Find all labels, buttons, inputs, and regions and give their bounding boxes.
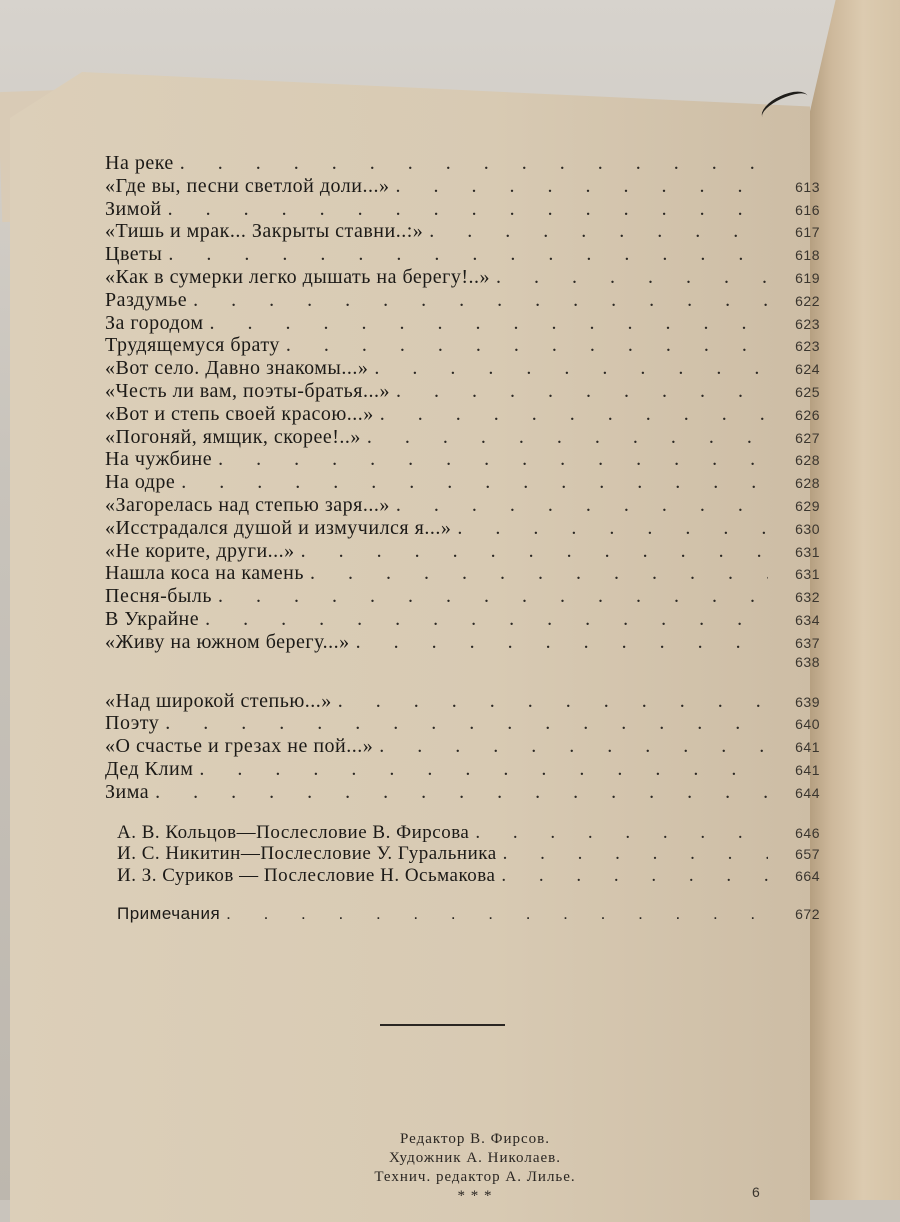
- dot-leader: [155, 781, 768, 804]
- dot-leader: [501, 865, 768, 887]
- toc-entry-page: 644: [795, 784, 820, 801]
- toc-entry-title: Раздумье: [105, 288, 188, 311]
- toc-group-afterwords: [105, 822, 820, 887]
- toc-entry-title: «Вот и степь своей красою...»: [105, 402, 374, 425]
- toc-entry: [105, 198, 820, 221]
- spacer: [105, 886, 820, 904]
- dot-leader: [218, 585, 768, 608]
- toc-entry-page: 640: [795, 716, 820, 733]
- imprint-block: [300, 1130, 650, 1206]
- toc-entry: [105, 357, 820, 380]
- dot-leader: [199, 758, 768, 781]
- toc-entry-title: На чужбине: [105, 448, 213, 471]
- dot-leader: [374, 357, 768, 380]
- toc-entry-title: Трудящемуся брату: [105, 334, 280, 357]
- dot-leader: [209, 312, 768, 335]
- toc-entry-page: 628: [795, 475, 820, 492]
- toc-entry: [117, 843, 820, 865]
- toc-entry: [105, 494, 820, 517]
- dot-leader: [301, 540, 768, 563]
- toc-entry-page: 629: [795, 497, 820, 514]
- imprint-stars: * * *: [457, 1188, 493, 1204]
- imprint-tech-editor: Технич. редактор А. Лилье.: [374, 1169, 576, 1185]
- dot-leader: [395, 175, 768, 198]
- toc-entry-title: «Исстрадался душой и измучился я...»: [105, 516, 452, 539]
- dot-leader: [168, 198, 768, 221]
- divider-rule: [380, 1024, 505, 1026]
- toc-entry-page: 619: [795, 269, 820, 286]
- toc-entry: [117, 904, 820, 927]
- toc-tail-page-row: [105, 654, 820, 668]
- toc-entry-page: 613: [795, 178, 820, 195]
- dot-leader: [226, 904, 768, 924]
- dot-leader: [165, 712, 768, 735]
- toc-entry: [105, 380, 820, 403]
- toc-entry: [105, 152, 820, 175]
- toc-group-notes: [105, 904, 820, 927]
- corner-number: 6: [752, 1184, 760, 1200]
- toc-entry-title: Поэту: [105, 712, 160, 735]
- spacer: [105, 804, 820, 822]
- dot-leader: [380, 403, 768, 426]
- toc-entry: [105, 585, 820, 608]
- dot-leader: [205, 608, 768, 631]
- toc-entry-title: На реке: [105, 152, 174, 174]
- toc-entry: [117, 822, 820, 844]
- toc-entry-page: 641: [795, 739, 820, 756]
- toc-entry-title: Песня-быль: [105, 585, 212, 608]
- toc-entry: [105, 562, 820, 585]
- toc-entry-title: И. З. Суриков — Послесловие Н. Осьмакова: [117, 864, 496, 886]
- toc-entry-title: «Не корите, други...»: [105, 539, 295, 562]
- toc-tail-page: 638: [795, 653, 820, 670]
- toc-group-2: [105, 690, 820, 804]
- toc-entry-title: «Загорелась над степью заря...»: [105, 493, 390, 516]
- dot-leader: [457, 517, 768, 540]
- dot-leader: [503, 843, 768, 865]
- toc-entry: [105, 631, 820, 654]
- toc-entry-page: 639: [795, 693, 820, 710]
- toc-entry-title: Примечания: [117, 904, 221, 924]
- toc-entry-page: 625: [795, 383, 820, 400]
- dot-leader: [310, 562, 768, 585]
- toc-entry-page: 664: [795, 867, 820, 884]
- toc-entry-title: Дед Клим: [105, 757, 194, 780]
- toc-entry: [105, 266, 820, 289]
- imprint-artist: Художник А. Николаев.: [389, 1150, 561, 1166]
- toc-entry: [105, 243, 820, 266]
- toc-entry-title: За городом: [105, 311, 204, 334]
- toc-entry: [105, 403, 820, 426]
- toc-entry: [105, 690, 820, 713]
- dot-leader: [168, 243, 768, 266]
- toc-entry-page: 616: [795, 201, 820, 218]
- toc-entry-page: 623: [795, 338, 820, 355]
- toc-entry: [105, 220, 820, 243]
- table-of-contents: [105, 152, 820, 927]
- toc-entry: [105, 781, 820, 804]
- toc-entry-page: 628: [795, 452, 820, 469]
- toc-entry-title: «Где вы, песни светлой доли...»: [105, 174, 390, 197]
- toc-entry: [105, 289, 820, 312]
- toc-entry-title: «Вот село. Давно знакомы...»: [105, 357, 369, 380]
- toc-entry-title: «Над широкой степью...»: [105, 689, 332, 712]
- toc-entry-title: «Тишь и мрак... Закрыты ставни..:»: [105, 220, 424, 243]
- toc-entry: [105, 758, 820, 781]
- toc-entry-title: Зима: [105, 780, 150, 803]
- dot-leader: [181, 471, 768, 494]
- toc-entry-title: «Как в сумерки легко дышать на берегу!..»: [105, 265, 491, 288]
- toc-group-1: [105, 152, 820, 668]
- dot-leader: [218, 448, 768, 471]
- toc-entry-page: 630: [795, 520, 820, 537]
- toc-entry-page: 672: [795, 906, 820, 923]
- spacer: [105, 668, 820, 690]
- toc-entry-page: 634: [795, 611, 820, 628]
- dot-leader: [180, 152, 768, 175]
- dot-leader: [193, 289, 768, 312]
- dot-leader: [367, 426, 768, 449]
- toc-entry: [105, 448, 820, 471]
- dot-leader: [396, 494, 768, 517]
- toc-entry-page: 637: [795, 634, 820, 651]
- toc-entry: [117, 865, 820, 887]
- book-spine-edge: [808, 0, 900, 1200]
- toc-entry: [105, 712, 820, 735]
- toc-entry-page: 627: [795, 429, 820, 446]
- toc-entry-page: 646: [795, 824, 820, 841]
- dot-leader: [475, 822, 768, 844]
- toc-entry: [105, 426, 820, 449]
- toc-entry: [105, 540, 820, 563]
- toc-entry-page: 623: [795, 315, 820, 332]
- dot-leader: [396, 380, 768, 403]
- dot-leader: [338, 690, 768, 713]
- toc-entry-title: «О счастье и грезах не пой...»: [105, 735, 374, 758]
- toc-entry-page: 631: [795, 566, 820, 583]
- dot-leader: [429, 220, 768, 243]
- toc-entry: [105, 471, 820, 494]
- dot-leader: [496, 266, 768, 289]
- toc-entry-page: 624: [795, 361, 820, 378]
- toc-entry: [105, 175, 820, 198]
- toc-entry-title: А. В. Кольцов—Послесловие В. Фирсова: [117, 821, 470, 843]
- toc-entry-page: 631: [795, 543, 820, 560]
- toc-entry-title: И. С. Никитин—Послесловие У. Гуральника: [117, 843, 497, 865]
- toc-entry-page: 626: [795, 406, 820, 423]
- toc-entry-page: 641: [795, 761, 820, 778]
- toc-entry-title: «Погоняй, ямщик, скорее!..»: [105, 425, 361, 448]
- toc-entry-title: «Честь ли вам, поэты-братья...»: [105, 379, 390, 402]
- dot-leader: [286, 334, 768, 357]
- toc-entry: [105, 517, 820, 540]
- toc-entry-title: Зимой: [105, 197, 162, 220]
- toc-entry-page: 618: [795, 247, 820, 264]
- toc-entry-page: 632: [795, 589, 820, 606]
- toc-entry: [105, 312, 820, 335]
- dot-leader: [356, 631, 768, 654]
- toc-entry-title: В Украйне: [105, 607, 200, 630]
- toc-entry: [105, 735, 820, 758]
- toc-entry-page: 622: [795, 292, 820, 309]
- toc-entry-title: На одре: [105, 471, 176, 494]
- toc-entry: [105, 608, 820, 631]
- toc-entry-page: 617: [795, 224, 820, 241]
- toc-entry-page: 657: [795, 846, 820, 863]
- toc-entry-title: Цветы: [105, 243, 163, 266]
- toc-entry: [105, 334, 820, 357]
- dot-leader: [379, 735, 768, 758]
- toc-entry-title: «Живу на южном берегу...»: [105, 630, 350, 653]
- toc-entry-title: Нашла коса на камень: [105, 562, 305, 585]
- imprint-editor: Редактор В. Фирсов.: [400, 1131, 550, 1147]
